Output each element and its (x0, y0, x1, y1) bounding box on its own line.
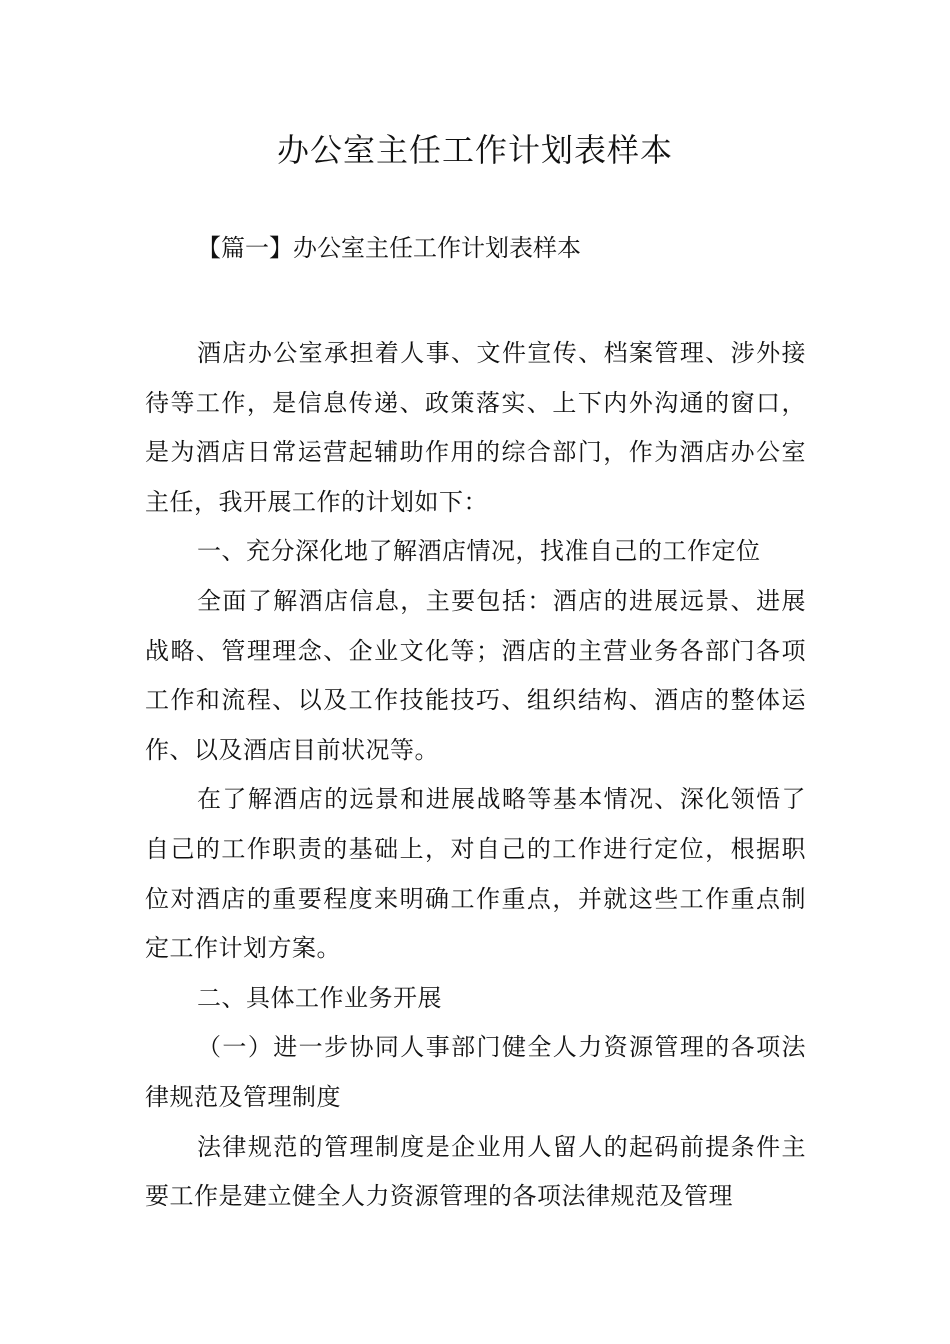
heading-part-one: 一、充分深化地了解酒店情况，找准自己的工作定位 (197, 537, 761, 566)
subheading-hr-rules: （一）进一步协同人事部门健全人力资源管理的各项法律规范及管理制度 (145, 1033, 806, 1111)
document-title: 办公室主任工作计划表样本 (276, 131, 673, 169)
paragraph-hotel-info: 全面了解酒店信息，主要包括：酒店的进展远景、进展战略、管理理念、企业文化等；酒店的主营业务各部门各项工作和流程、以及工作技能技巧、组织结构、酒店的整体运作、以及酒店目前状况等。 (145, 586, 806, 764)
paragraph-positioning: 在了解酒店的远景和进展战略等基本情况、深化领悟了自己的工作职责的基础上，对自己的工作进行定位，根据职位对酒店的重要程度来明确工作重点，并就这些工作重点制定工作计划方案。 (145, 785, 806, 963)
paragraph-hr-rules: 法律规范的管理制度是企业用人留人的起码前提条件主要工作是建立健全人力资源管理的各项法律规范及管理 (145, 1132, 806, 1211)
section-heading: 【篇一】办公室主任工作计划表样本 (197, 234, 581, 262)
heading-part-two: 二、具体工作业务开展 (197, 983, 442, 1012)
paragraph-intro: 酒店办公室承担着人事、文件宣传、档案管理、涉外接待等工作，是信息传递、政策落实、上下内外沟通的窗口，是为酒店日常运营起辅助作用的综合部门，作为酒店办公室主任，我开展工作的计划如下： (145, 339, 806, 516)
document-body (145, 329, 806, 1222)
